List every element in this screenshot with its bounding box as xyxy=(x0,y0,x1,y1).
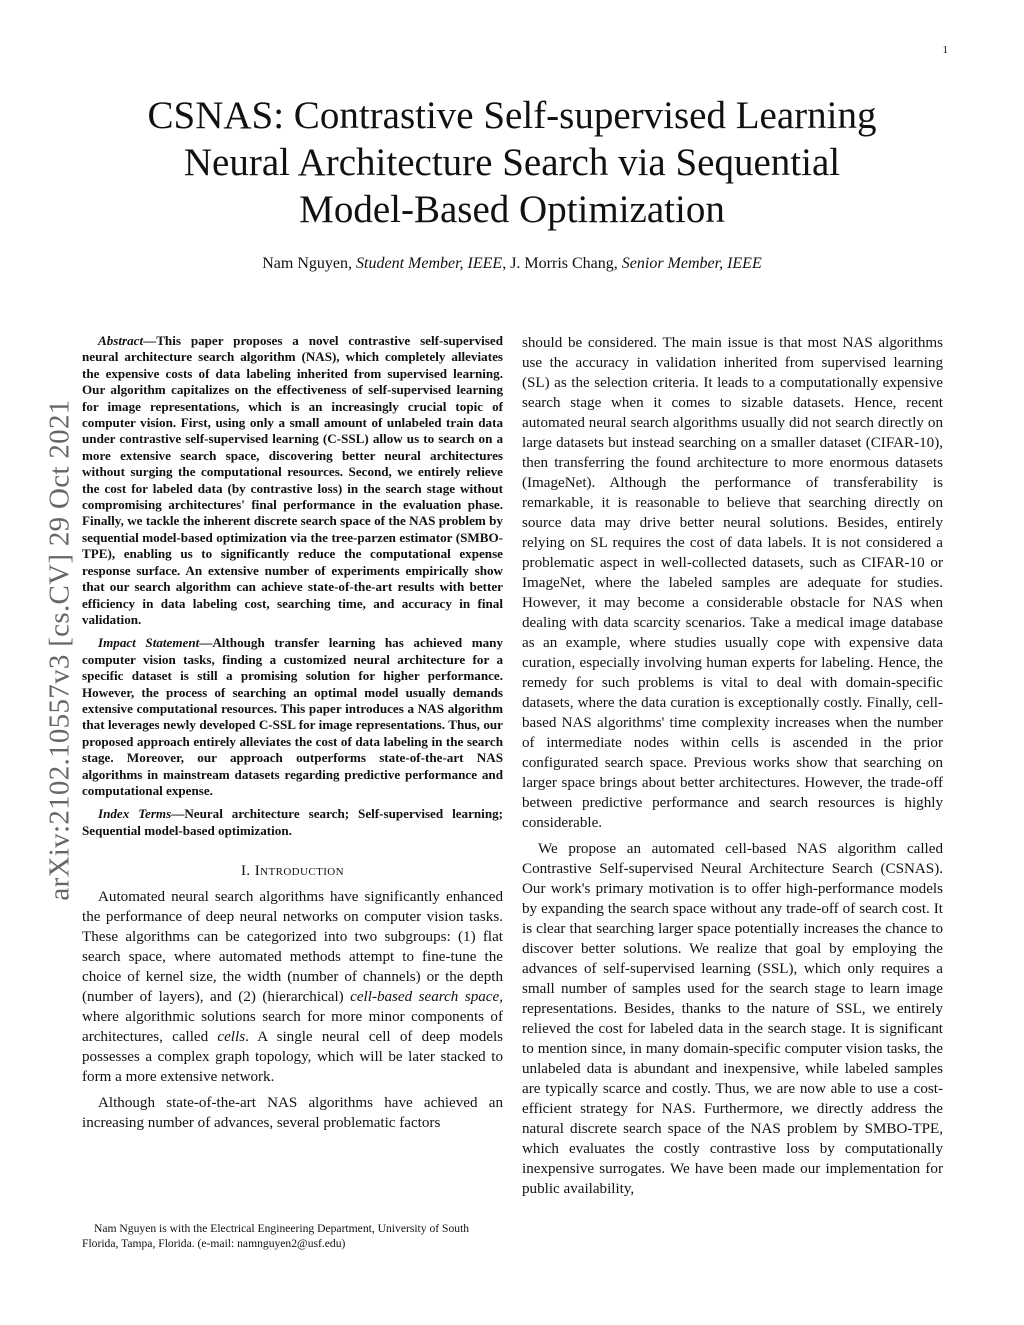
paper-title: CSNAS: Contrastive Self-supervised Learning Neural Architecture Search via Sequential Model-Based Optimization xyxy=(147,94,877,231)
intro-p1-part-a: Automated neural search algorithms have significantly enhanced the performance of deep neural networks on computer vision tasks. These algorithms can be categorized into two subgroups: (1) flat search space, where automated methods attempt to fine-tune the choice of kernel size, the width (number of channels) or the depth (number of layers), and (2) (hierarchical) xyxy=(82,889,503,1006)
intro-p1-part-b: , where algorithmic solutions search for more minor components of architectures, called xyxy=(82,989,503,1046)
page-number: 1 xyxy=(942,44,948,56)
intro-p1-emphasis-1: cell-based search space xyxy=(350,989,500,1006)
impact-text: Although transfer learning has achieved many computer vision tasks, finding a customized neural architecture for a specific dataset is still a promising solution for higher performance. However, the process of searching an optimal model usually demands extensive computational resources. This paper introduces a NAS algorithm that leverages newly developed C-SSL for image representations. Thus, our proposed approach entirely alleviates the cost of data labeling in the search stage. Moreover, our approach outperforms state-of-the-art NAS algorithms in mainstream datasets regarding predictive performance and computational expense. xyxy=(82,635,503,798)
author-line xyxy=(0,255,1024,273)
impact-statement: Impact Statement—Although transfer learning has achieved many computer vision tasks, finding a customized neural architecture for a specific dataset is still a promising solution for higher performance. However, the process of searching an optimal model usually demands extensive computational resources. This paper introduces a NAS algorithm that leverages newly developed C-SSL for image representations. Thus, our proposed approach entirely alleviates the cost of data labeling in the search stage. Moreover, our approach outperforms state-of-the-art NAS algorithms in mainstream datasets regarding predictive performance and computational expense. xyxy=(82,635,503,798)
right-paragraph-1: should be considered. The main issue is that most NAS algorithms use the accuracy in validation inherited from supervised learning (SL) as the selection criteria. It leads to a computationally expensive search stage when it comes to sizable datasets. Hence, recent automated neural search algorithms usually did not search directly on large datasets but instead searching on a smaller dataset (CIFAR-10), then transferring the found architecture to more enormous datasets (ImageNet). Although the performance of transferability is remarkable, it is reasonable to believe that searching directly on source data may drive better neural solutions. Besides, entirely relying on SL requires the cost of data labels. It is not considered a problematic aspect in well-collected datasets, such as CIFAR-10 or ImageNet, where the labeled samples are adequate for studies. However, it may become a considerable obstacle for NAS when dealing with data scarcity scenarios. Take a medical image database as an example, where studies usually cope with expensive data curation, especially involving human experts for labeling. Hence, the remedy for such problems is vital to deal with domain-specific datasets, where the data curation is exceptionally costly. Finally, cell-based NAS algorithms' time complexity increases when the number of intermediate nodes within cells is ascended in the prior configurated search space. Previous works show that searching on larger space brings about better architectures. However, the trade-off between predictive performance and search resources is highly considerable. xyxy=(522,335,943,831)
abstract: Abstract—This paper proposes a novel contrastive self-supervised neural architecture search algorithm (NAS), which completely alleviates the expensive costs of data labeling inherited from supervised learning. Our algorithm capitalizes on the effectiveness of self-supervised learning for image representations, which is an increasingly crucial topic of computer vision. First, using only a small amount of unlabeled train data under contrastive self-supervised learning (C-SSL) allow us to search on a more extensive search space, discovering better neural architectures without surging the computational resources. Second, we entirely relieve the cost for labeled data (by contrastive loss) in the search stage without compromising architectures' final performance in the evaluation phase. Finally, we tackle the inherent discrete search space of the NAS problem by sequential model-based optimization via the tree-parzen estimator (SMBO-TPE), enabling us to significantly reduce the computational expense response surface. An extensive number of experiments empirically show that our search algorithm can achieve state-of-the-art results with better efficiency in data labeling cost, searching time, and accuracy in final validation. xyxy=(82,333,503,627)
intro-p1-part-c: . A single neural cell of deep models possesses a complex graph topology, which will be later stacked to form a more extensive network. xyxy=(82,1029,504,1086)
intro-paragraph-2: Although state-of-the-art NAS algorithms have achieved an increasing number of advances, several problematic factors xyxy=(82,1095,503,1132)
index-terms-text: Neural architecture search; Self-supervised learning; Sequential model-based optimization. xyxy=(82,806,504,838)
section-title-initial: I xyxy=(254,863,261,880)
author-1-role: Student Member, IEEE xyxy=(356,255,503,272)
abstract-label: Abstract xyxy=(98,333,144,348)
index-terms: Index Terms—Neural architecture search; Self-supervised learning; Sequential model-based optimization. xyxy=(82,806,504,838)
right-paragraph-2: We propose an automated cell-based NAS algorithm called Contrastive Self-supervised Neural Architecture Search (CSNAS). Our work's primary motivation is to offer high-performance models by expanding the search space without any trade-off of search cost. It is clear that searching larger space potentially increases the chance to discover better solutions. We realize that goal by employing the advances of self-supervised learning (SSL), which only requires a small number of samples used for the search stage to learn image representations. Besides, thanks to the nature of SSL, we entirely relieved the cost for labeled data in the search stage. It is significant to mention since, in many domain-specific computer vision tasks, the unlabeled data is abundant and inexpensive, while labeled samples are typically scarce and costly. Thus, we are now able to use a cost-efficient strategy for NAS. Furthermore, we directly address the natural discrete search space of the NAS problem by SMBO-TPE, which evaluates the costly contrastive loss by computationally inexpensive surrogates. We have been made our implementation for public availability, xyxy=(522,841,943,1197)
section-heading-introduction xyxy=(82,861,503,881)
intro-p1-emphasis-2: cells xyxy=(217,1029,246,1046)
title-block xyxy=(0,92,1024,273)
intro-paragraph-1 xyxy=(82,887,503,1087)
impact-label: Impact Statement xyxy=(98,635,200,651)
section-title-rest: ntroduction xyxy=(260,863,344,880)
abstract-text: This paper proposes a novel contrastive self-supervised neural architecture search algorithm (NAS), which completely alleviates the expensive costs of data labeling inherited from supervised learning. Our algorithm capitalizes on the effectiveness of self-supervised learning for image representations, which is an increasingly crucial topic of computer vision. First, using only a small amount of unlabeled train data under contrastive self-supervised learning (C-SSL) allow us to search on a more extensive search space, discovering better neural architectures without surging the computational resources. Second, we entirely relieve the cost for labeled data (by contrastive loss) in the search stage without compromising architectures' final performance in the evaluation phase. Finally, we tackle the inherent discrete search space of the NAS problem by sequential model-based optimization via the tree-parzen estimator (SMBO-TPE), enabling us to significantly reduce the computational expense response surface. An extensive number of experiments empirically show that our search algorithm can achieve state-of-the-art results with better efficiency in data labeling cost, searching time, and accuracy in final validation. xyxy=(82,333,503,627)
section-number: I. xyxy=(241,863,251,880)
left-column xyxy=(82,333,503,1139)
author-2-role: Senior Member, IEEE xyxy=(621,255,762,272)
index-terms-label: Index Terms xyxy=(98,806,172,822)
author-footnote: Nam Nguyen is with the Electrical Engineering Department, University of South Florida, Tampa, Florida. (e-mail: namnguyen2@usf.edu) xyxy=(82,1222,470,1250)
author-2: , J. Morris Chang, xyxy=(502,255,618,272)
author-1: Nam Nguyen, xyxy=(262,255,353,272)
right-column xyxy=(522,333,943,1205)
arxiv-identifier: arXiv:2102.10557v3 [cs.CV] 29 Oct 2021 xyxy=(43,399,76,901)
